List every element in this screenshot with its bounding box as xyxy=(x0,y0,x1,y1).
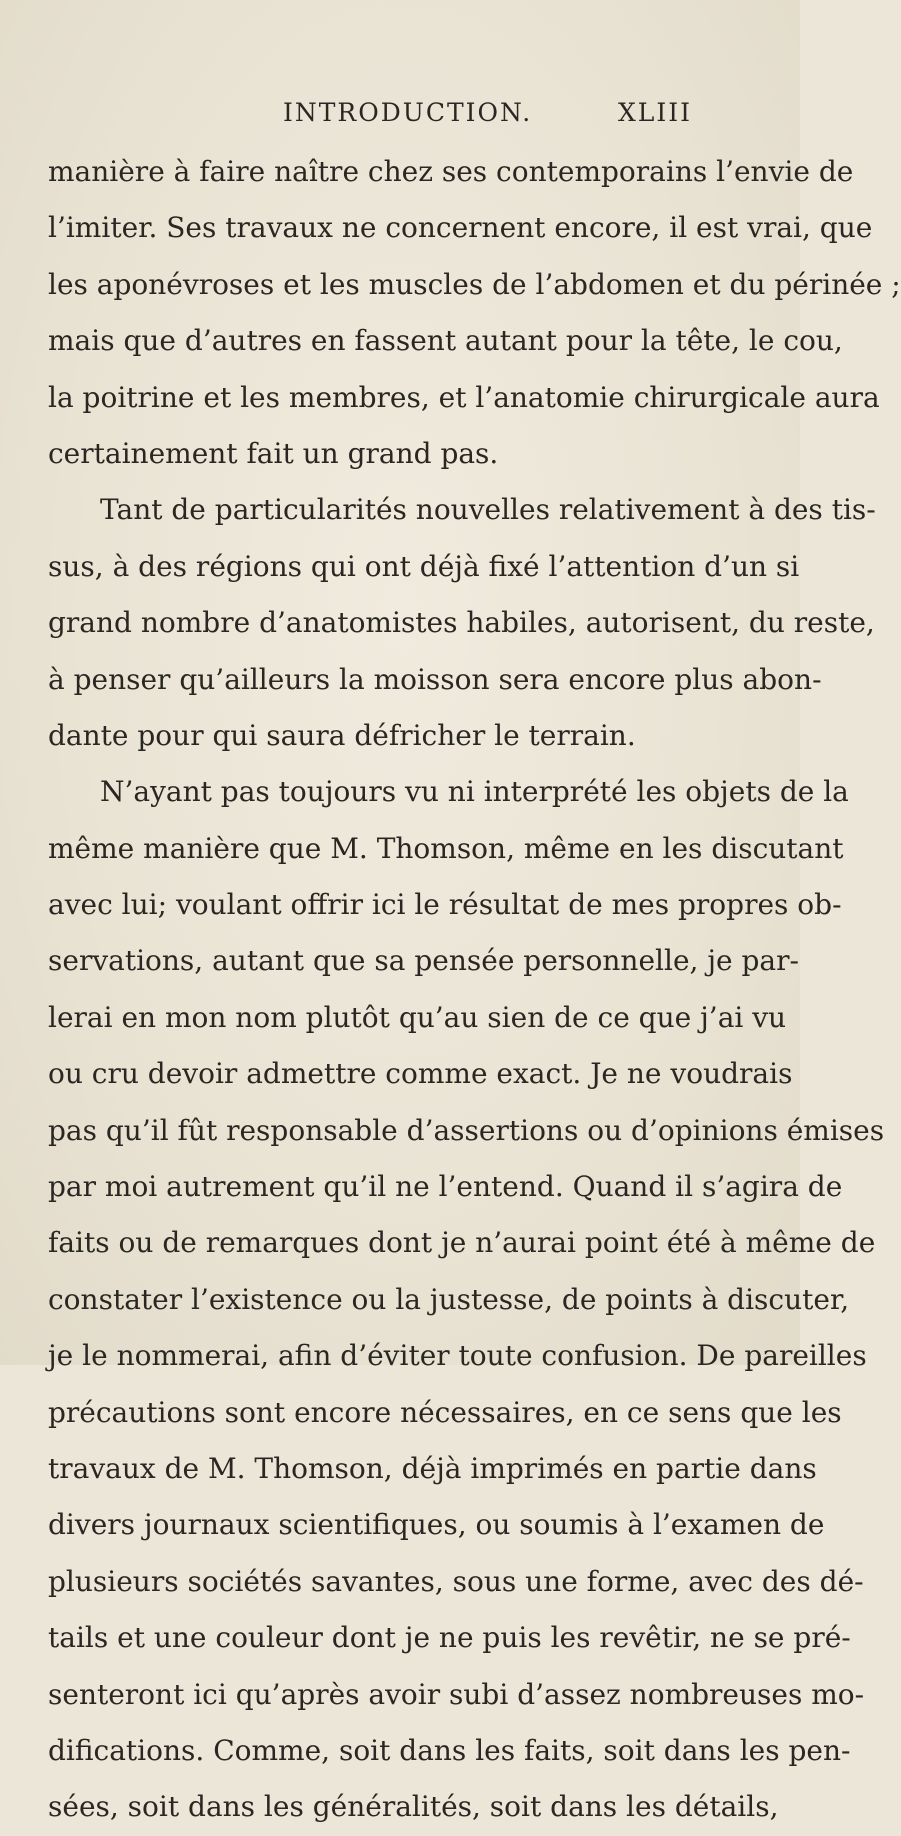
text-line: la poitrine et les membres, et l’anatomie chirurgicale aura xyxy=(48,380,880,414)
text-line: N’ayant pas toujours vu ni interprété les objets de la xyxy=(100,775,849,809)
text-line: travaux de M. Thomson, déjà imprimés en partie dans xyxy=(48,1451,817,1485)
page-number: XLIII xyxy=(618,98,693,127)
text-line: plusieurs sociétés savantes, sous une forme, avec des dé- xyxy=(48,1564,864,1598)
text-line: je le nommerai, afin d’éviter toute confusion. De pareilles xyxy=(48,1339,867,1373)
text-line: lerai en mon nom plutôt qu’au sien de ce que j’ai vu xyxy=(48,1000,787,1034)
text-line: par moi autrement qu’il ne l’entend. Quand il s’agira de xyxy=(48,1170,843,1204)
text-line: certainement fait un grand pas. xyxy=(48,436,499,470)
text-line: difications. Comme, soit dans les faits, soit dans les pen- xyxy=(48,1733,851,1767)
text-line: mais que d’autres en fassent autant pour la tête, le cou, xyxy=(48,324,843,358)
text-line: dante pour qui saura défricher le terrain. xyxy=(48,718,636,752)
text-line: à penser qu’ailleurs la moisson sera encore plus abon- xyxy=(48,662,822,696)
text-line: manière à faire naître chez ses contemporains l’envie de xyxy=(48,155,854,188)
running-head xyxy=(0,98,800,132)
text-line: sées, soit dans les généralités, soit dans les détails, xyxy=(48,1790,779,1824)
text-line: servations, autant que sa pensée personnelle, je par- xyxy=(48,944,799,978)
text-line: même manière que M. Thomson, même en les discutant xyxy=(48,831,844,865)
text-line: sus, à des régions qui ont déjà fixé l’attention d’un si xyxy=(48,549,800,583)
text-line: précautions sont encore nécessaires, en ce sens que les xyxy=(48,1395,842,1429)
text-line: les aponévroses et les muscles de l’abdomen et du périnée ; xyxy=(48,267,901,301)
text-line: constater l’existence ou la justesse, de points à discuter, xyxy=(48,1282,850,1316)
text-line: divers journaux scientifiques, ou soumis à l’examen de xyxy=(48,1508,825,1542)
text-line: l’imiter. Ses travaux ne concernent encore, il est vrai, que xyxy=(48,211,873,245)
text-line: tails et une couleur dont je ne puis les revêtir, ne se pré- xyxy=(48,1621,851,1655)
text-line: Tant de particularités nouvelles relativement à des tis- xyxy=(100,493,876,527)
running-title: INTRODUCTION. xyxy=(283,98,533,127)
text-line: faits ou de remarques dont je n’aurai point été à même de xyxy=(48,1226,876,1260)
text-line: pas qu’il fût responsable d’assertions ou d’opinions émises xyxy=(48,1113,885,1147)
text-line: avec lui; voulant offrir ici le résultat de mes propres ob- xyxy=(48,888,842,922)
body-text xyxy=(48,144,901,1836)
text-line: senteront ici qu’après avoir subi d’assez nombreuses mo- xyxy=(48,1677,865,1711)
text-line: ou cru devoir admettre comme exact. Je ne voudrais xyxy=(48,1057,793,1091)
text-line: grand nombre d’anatomistes habiles, autorisent, du reste, xyxy=(48,606,875,640)
